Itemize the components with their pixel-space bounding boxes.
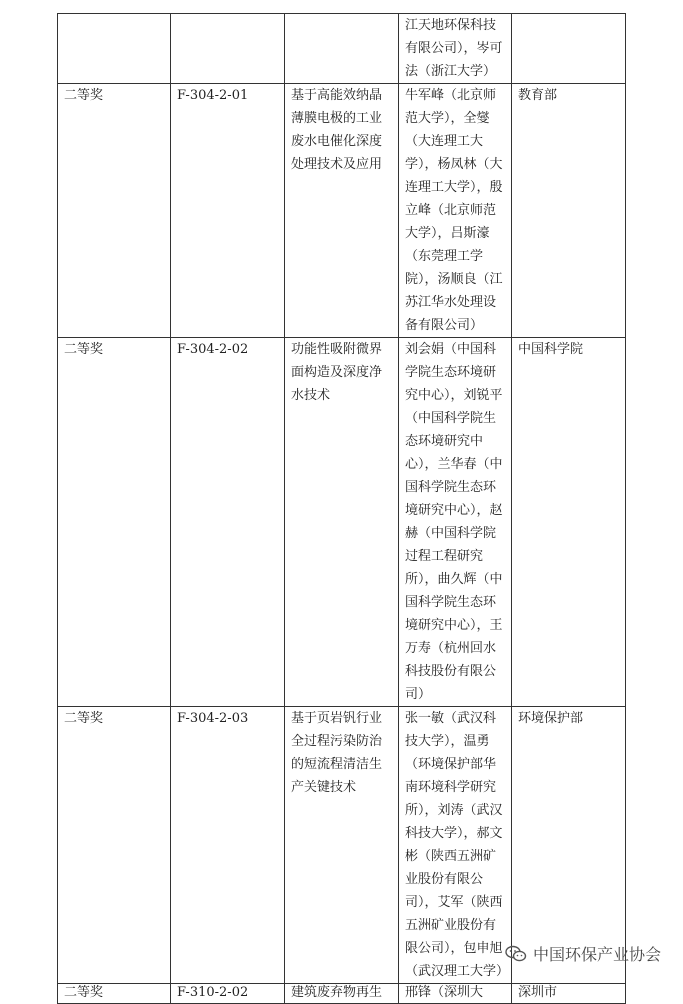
prize-cell: 二等奖 bbox=[58, 84, 171, 338]
watermark bbox=[505, 942, 661, 965]
project-cell: 建筑废弃物再生 bbox=[285, 984, 399, 1004]
project-cell: 基于页岩钒行业全过程污染防治的短流程清洁生产关键技术 bbox=[285, 707, 399, 984]
unit-cell: 中国科学院 bbox=[512, 338, 626, 707]
prize-cell: 二等奖 bbox=[58, 707, 171, 984]
code-cell: F-304-2-03 bbox=[171, 707, 285, 984]
project-cell bbox=[285, 14, 399, 84]
code-cell: F-304-2-01 bbox=[171, 84, 285, 338]
prize-cell: 二等奖 bbox=[58, 338, 171, 707]
unit-cell: 环境保护部 bbox=[512, 707, 626, 984]
people-cell: 张一敏（武汉科技大学），温勇（环境保护部华南环境科学研究所），刘涛（武汉科技大学），郝文彬（陕西五洲矿业股份有限公司），艾军（陕西五洲矿业股份有限公司），包申旭（武汉理工大学） bbox=[399, 707, 512, 984]
wechat-icon bbox=[505, 945, 527, 963]
table-row bbox=[58, 14, 626, 84]
unit-cell bbox=[512, 14, 626, 84]
prize-cell bbox=[58, 14, 171, 84]
people-cell: 刘会娟（中国科学院生态环境研究中心），刘锐平（中国科学院生态环境研究中心），兰华春（中国科学院生态环境研究中心），赵赫（中国科学院过程工程研究所），曲久辉（中国科学院生态环境研究中心），王万寿（杭州回水科技股份有限公司） bbox=[399, 338, 512, 707]
table-row bbox=[58, 338, 626, 707]
unit-cell: 教育部 bbox=[512, 84, 626, 338]
people-cell: 牛军峰（北京师范大学），全燮（大连理工大学），杨凤林（大连理工大学），殷立峰（北京师范大学），吕斯濠（东莞理工学院），汤顺良（江苏江华水处理设备有限公司） bbox=[399, 84, 512, 338]
people-cell: 江天地环保科技有限公司），岑可法（浙江大学） bbox=[399, 14, 512, 84]
awards-table bbox=[57, 13, 626, 1004]
code-cell: F-304-2-02 bbox=[171, 338, 285, 707]
people-cell: 邢锋（深圳大 bbox=[399, 984, 512, 1004]
prize-cell: 二等奖 bbox=[58, 984, 171, 1004]
project-cell: 基于高能效纳晶薄膜电极的工业废水电催化深度处理技术及应用 bbox=[285, 84, 399, 338]
project-cell: 功能性吸附微界面构造及深度净水技术 bbox=[285, 338, 399, 707]
watermark-text: 中国环保产业协会 bbox=[532, 945, 661, 964]
table-row bbox=[58, 84, 626, 338]
table-row bbox=[58, 984, 626, 1004]
code-cell bbox=[171, 14, 285, 84]
unit-cell: 深圳市 bbox=[512, 984, 626, 1004]
code-cell: F-310-2-02 bbox=[171, 984, 285, 1004]
